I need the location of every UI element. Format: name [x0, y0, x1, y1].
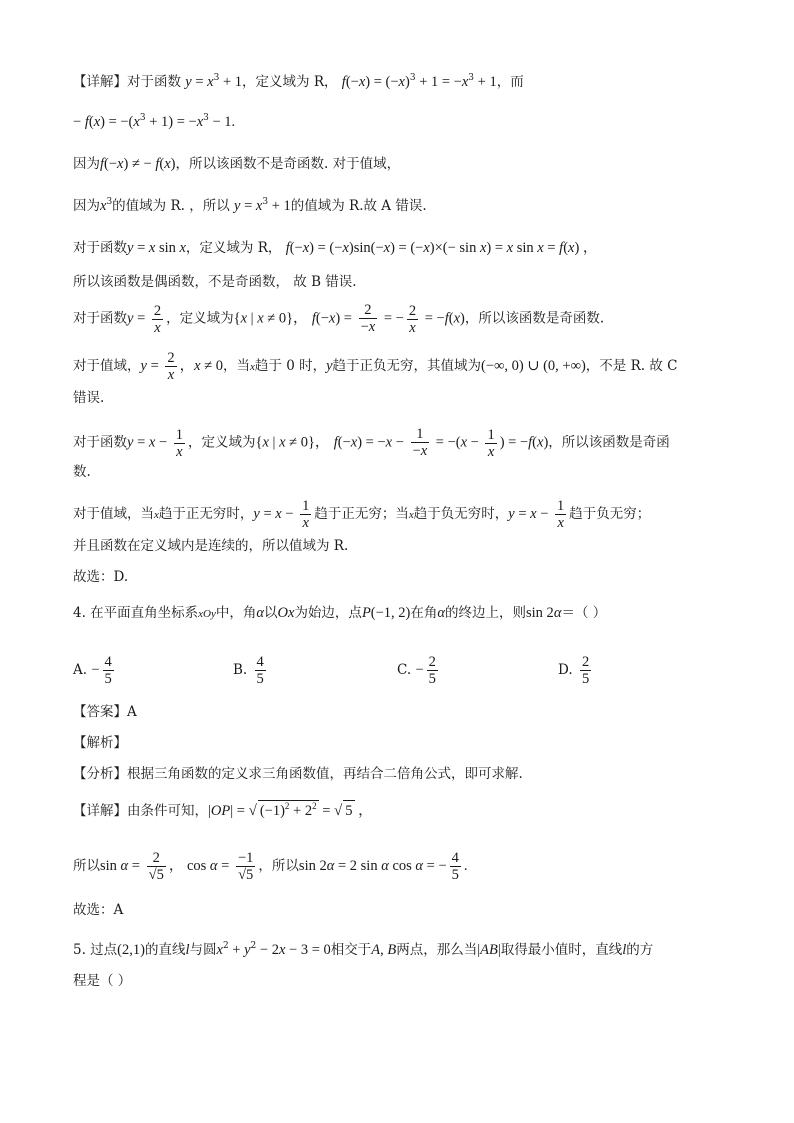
text: ，定义域为 R，: [185, 240, 282, 256]
text: 对于函数: [73, 434, 127, 451]
text: 5. 过点: [73, 942, 118, 958]
analysis-line: 【分析】根据三角函数的定义求三角函数值，再结合二倍角公式，即可求解.: [73, 766, 523, 782]
text: ，不是 R. 故 C: [585, 358, 678, 374]
text: D.: [558, 662, 573, 678]
text: 对于值域，: [73, 358, 141, 374]
detail-line-14: 【详解】由条件可知，|OP| = √ $(-1)^2 + 2^2$ = √ 5 ，: [73, 801, 373, 819]
text: 以: [264, 605, 278, 621]
text: 相交于: [330, 942, 372, 958]
text: 在角: [410, 605, 438, 621]
text: 【详解】由条件可知，: [73, 803, 208, 819]
text: B.: [233, 662, 248, 678]
question-4: 4. 在平面直角坐标系xOy中，角α以Ox为始边，点P(−1, 2)在角α的终边上，则sin 2α＝（ ）: [73, 605, 607, 621]
text: 对于函数: [73, 240, 127, 256]
text: 的值域为 R.故 A 错误.: [290, 198, 427, 214]
text: ，所以该函数不是奇函数. 对于值域，: [175, 156, 401, 172]
detail-line-15: 所以sin α = $\frac{2}{√5}$ ， cos α = $\frac{-1}{√5}$ ，所以sin 2α = 2 sin α cos α = − $\frac{4}{5}$ .: [73, 850, 468, 883]
text: 两点，那么当: [396, 942, 478, 958]
text: 趋于正无穷时，: [158, 506, 254, 522]
detail-line-9: 错误.: [73, 390, 105, 406]
text: 对于函数: [73, 310, 127, 327]
option-b: B. $\frac{4}{5}$: [233, 654, 264, 687]
analysis-label: 【解析】: [73, 735, 127, 751]
text: 为始边，点: [294, 605, 362, 621]
text: 因为: [73, 198, 100, 214]
question-5-line-2: 程是（ ）: [73, 973, 132, 989]
text: 的方: [626, 942, 654, 958]
text: A.: [73, 662, 88, 678]
text: ，定义域为 R，: [242, 74, 338, 90]
detail-line-1: 【详解】对于函数 $y = x^3 + 1$，定义域为 R， $f(-x) = (-x)^3 + 1 = -x^3 + 1$，而: [73, 73, 524, 90]
detail-label: 【详解】: [73, 74, 127, 90]
answer-line-a: 故选：A: [73, 902, 124, 918]
detail-line-6: 所以该函数是偶函数，不是奇函数， 故 B 错误.: [73, 274, 357, 290]
text: ，定义域为: [166, 310, 234, 327]
question-5: 5. 过点(2,1)的直线l与圆$x^2 + y^2 - 2x - 3 = 0$相交于A, B两点，那么当|AB|取得最小值时，直线l的方: [73, 941, 654, 958]
text: 趋于负无穷时，: [413, 506, 509, 522]
option-a: A. − $\frac{4}{5}$: [73, 654, 112, 687]
text: 趋于负无穷；: [569, 506, 651, 522]
answer-line-d: 故选：D.: [73, 569, 129, 585]
text: ，所以该函数是奇函: [548, 434, 670, 451]
option-c: C. − $\frac{2}{5}$: [397, 654, 436, 687]
text: 对于函数: [127, 74, 181, 90]
text: ，定义域为: [188, 434, 256, 451]
text: ＝（ ）: [561, 605, 607, 621]
detail-line-10: 对于函数y = x − $\frac{1}{x}$ ，定义域为{x | x ≠ 0}， f(−x) = −x − $\frac{1}{-x}$ = −(x − $\frac{1}{x}$ ) = −f(x)，所以该函数是奇函: [73, 426, 670, 460]
text: 取得最小值时，直线: [500, 942, 623, 958]
detail-line-2: − $f(x) = -(x^3 + 1) = -x^3 - 1$.: [73, 113, 236, 130]
detail-line-8: 对于值域，y = $\frac{2}{x}$ ，x ≠ 0，当x趋于 0 时，y趋于正负无穷，其值域为(−∞, 0) ∪ (0, +∞)，不是 R. 故 C: [73, 350, 678, 383]
text: ，所以: [258, 858, 299, 874]
text: 对于值域，当: [73, 506, 154, 522]
text: C.: [397, 662, 412, 678]
text: 中，角: [215, 605, 257, 621]
text: 因为: [73, 156, 100, 172]
text: 趋于 0 时，: [254, 358, 327, 374]
detail-line-3: 因为f(−x) ≠ − f(x)，所以该函数不是奇函数. 对于值域，: [73, 156, 401, 172]
text: ，当: [223, 358, 251, 374]
answer-label: 【答案】A: [73, 704, 137, 720]
text: ，而: [496, 74, 524, 90]
detail-line-13: 并且函数在定义域内是连续的，所以值域为 R.: [73, 538, 349, 554]
text: 的直线: [144, 942, 186, 958]
text: 与圆: [189, 942, 217, 958]
option-d: D. $\frac{2}{5}$: [558, 654, 590, 687]
text: 趋于正负无穷，其值域为: [332, 358, 482, 374]
text: 4. 在平面直角坐标系: [73, 605, 199, 621]
detail-line-7: 对于函数y = $\frac{2}{x}$ ，定义域为{x | x ≠ 0}， f(−x) = $\frac{2}{-x}$ = − $\frac{2}{x}$ = −f(x)，所以该函数是奇函数.: [73, 302, 605, 336]
detail-line-5: 对于函数y = x sin x，定义域为 R， f(−x) = (−x)sin(−x) = (−x)×(− sin x) = x sin x = f(x) ，: [73, 240, 598, 256]
text: 所以: [73, 858, 100, 874]
detail-line-4: 因为$x^3$的值域为 R. ，所以 $y = x^3 + 1$的值域为 R.故 A 错误.: [73, 197, 427, 214]
text: ，所以该函数是奇函数.: [464, 310, 605, 327]
detail-line-11: 数.: [73, 464, 91, 480]
detail-line-12: 对于值域，当x趋于正无穷时，y = x − $\frac{1}{x}$ 趋于正无穷；当x趋于负无穷时，y = x − $\frac{1}{x}$ 趋于负无穷；: [73, 498, 651, 531]
text: 的终边上，则: [445, 605, 527, 621]
text: 的值域为 R. ，所以: [112, 198, 230, 214]
text: 趋于正无穷；当: [314, 506, 409, 522]
